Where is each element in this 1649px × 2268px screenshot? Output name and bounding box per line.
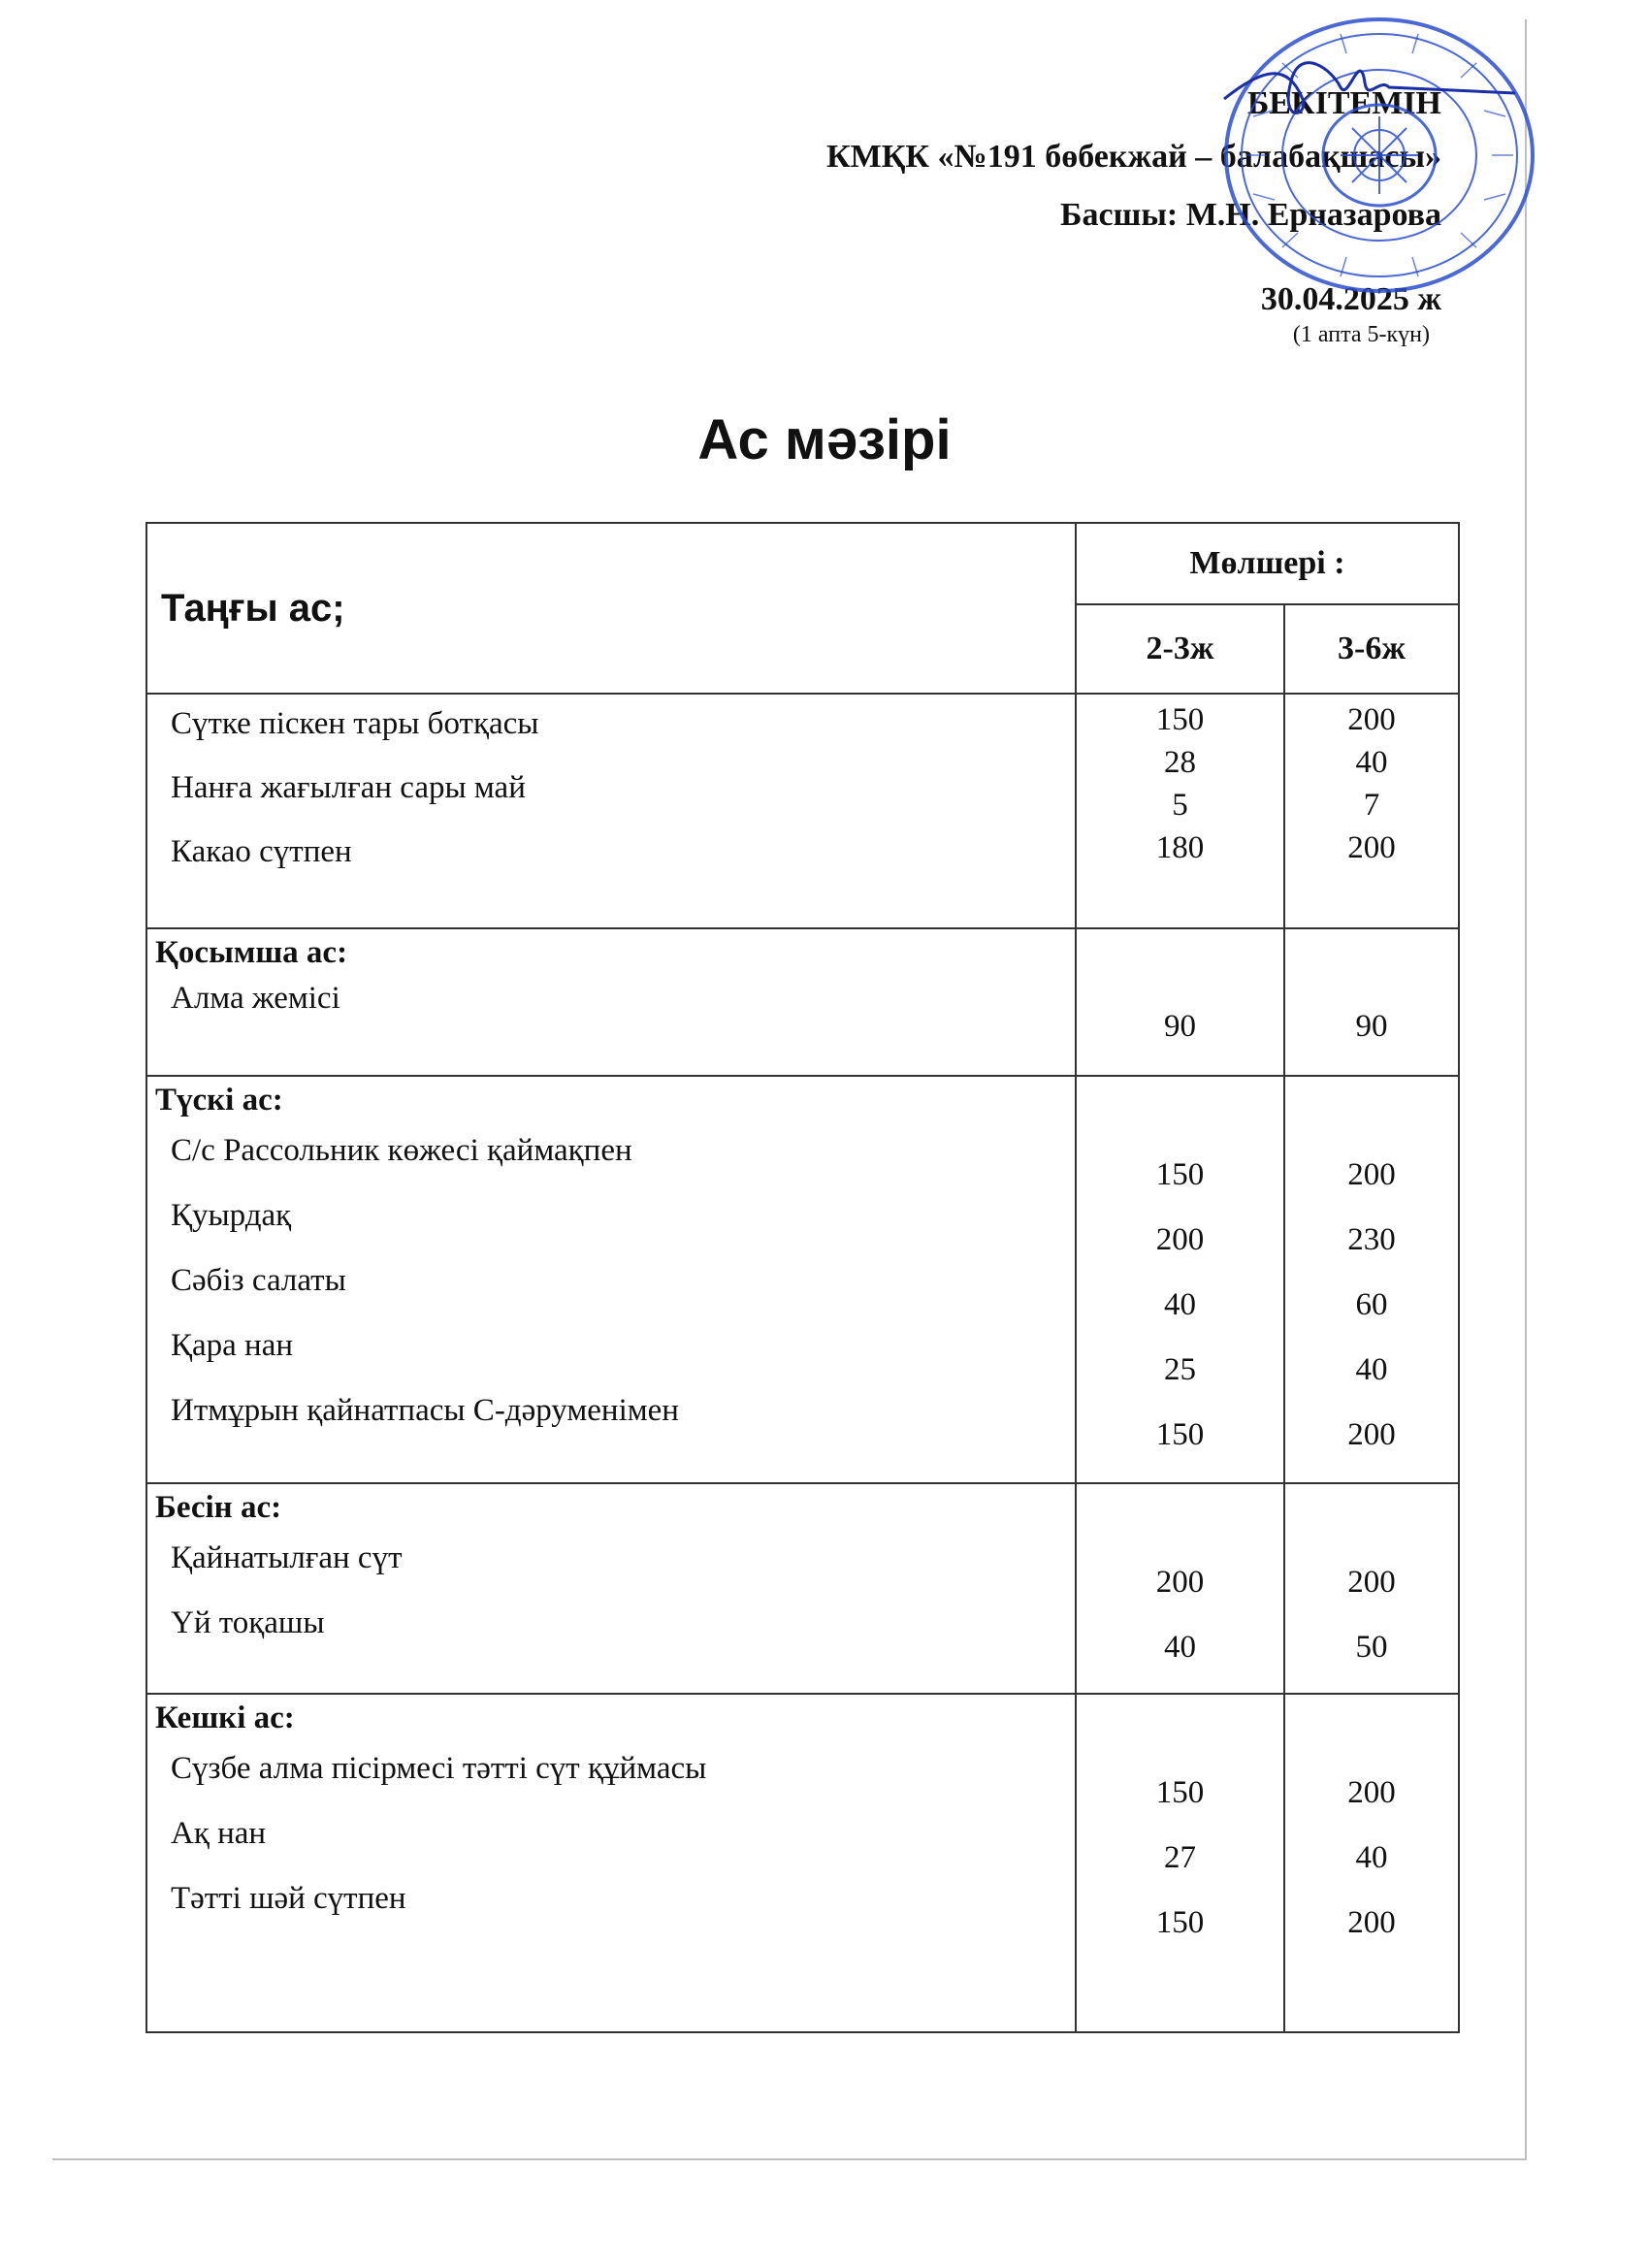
- dish-name: Итмұрын қайнатпасы С-дәруменімен: [171, 1393, 679, 1428]
- snack-portions-2-3: [1076, 928, 1284, 1076]
- portion-value: 28: [1164, 745, 1196, 780]
- portion-value: 40: [1355, 1840, 1388, 1875]
- age-group-2-3-header: 2-3ж: [1076, 604, 1284, 694]
- portion-value: 200: [1347, 1905, 1396, 1940]
- portion-value: 150: [1155, 702, 1205, 737]
- portion-value: 50: [1355, 1630, 1388, 1665]
- dish-name: Алма жемісі: [171, 981, 340, 1016]
- table-row: [146, 694, 1459, 928]
- dish-name: Қара нан: [171, 1328, 294, 1363]
- section-title: Бесін ас:: [155, 1490, 282, 1525]
- lunch-portions-3-6: [1284, 1076, 1459, 1483]
- table-row: [146, 928, 1459, 1076]
- dish-name: Нанға жағылған сары май: [171, 770, 526, 805]
- snack-portions-3-6: [1284, 928, 1459, 1076]
- portion-value: 150: [1155, 1905, 1205, 1940]
- portion-value: 27: [1164, 1840, 1196, 1875]
- dish-name: Үй тоқашы: [171, 1605, 325, 1640]
- dish-name: Сәбіз салаты: [171, 1263, 346, 1298]
- dish-name: Какао сүтпен: [171, 834, 352, 869]
- dish-name: Тәтті шәй сүтпен: [171, 1881, 406, 1916]
- dinner-portions-2-3: [1076, 1694, 1284, 2032]
- dish-name: Қайнатылған сүт: [171, 1540, 403, 1575]
- portion-value: 150: [1155, 1157, 1205, 1192]
- dinner-items: [146, 1694, 1076, 2032]
- portion-value: 180: [1155, 830, 1205, 865]
- portion-value: 40: [1164, 1287, 1196, 1322]
- portion-value: 200: [1347, 702, 1396, 737]
- breakfast-header: Таңғы ас;: [146, 523, 1076, 694]
- lunch-items: [146, 1076, 1076, 1483]
- dinner-portions-3-6: [1284, 1694, 1459, 2032]
- afternoon-snack-portions-3-6: [1284, 1483, 1459, 1694]
- official-stamp: [1195, 10, 1544, 320]
- portion-value: 40: [1355, 745, 1388, 780]
- portion-value: 200: [1347, 1775, 1396, 1810]
- approval-heading: БЕКІТЕМІН: [1246, 85, 1441, 121]
- snack-items: [146, 928, 1076, 1076]
- afternoon-snack-portions-2-3: [1076, 1483, 1284, 1694]
- organization-name: КМҚК «№191 бөбекжай – балабақшасы»: [826, 138, 1441, 175]
- table-row: [146, 1483, 1459, 1694]
- age-group-3-6-header: 3-6ж: [1284, 604, 1459, 694]
- portion-value: 5: [1172, 788, 1188, 823]
- portion-value: 200: [1155, 1565, 1205, 1600]
- table-row: [146, 1694, 1459, 2032]
- portion-value: 150: [1155, 1417, 1205, 1452]
- portion-value: 200: [1347, 1157, 1396, 1192]
- breakfast-items: [146, 694, 1076, 928]
- section-title: Түскі ас:: [155, 1083, 283, 1118]
- portion-value: 200: [1155, 1222, 1205, 1257]
- breakfast-portions-3-6: [1284, 694, 1459, 928]
- dish-name: Ақ нан: [171, 1816, 267, 1851]
- section-title: Кешкі ас:: [155, 1701, 295, 1735]
- portion-value: 60: [1355, 1287, 1388, 1322]
- dish-name: Сүтке піскен тары ботқасы: [171, 706, 539, 741]
- dish-name: С/с Рассольник көжесі қаймақпен: [171, 1133, 632, 1168]
- page-title: Ас мәзірі: [697, 408, 952, 471]
- afternoon-snack-items: [146, 1483, 1076, 1694]
- dish-name: Сүзбе алма пісірмесі тәтті сүт құймасы: [171, 1751, 707, 1786]
- portion-value: 7: [1363, 788, 1380, 823]
- lunch-portions-2-3: [1076, 1076, 1284, 1483]
- portion-value: 40: [1164, 1630, 1196, 1665]
- portion-value: 150: [1155, 1775, 1205, 1810]
- portion-value: 200: [1347, 1565, 1396, 1600]
- portion-value: 230: [1347, 1222, 1396, 1257]
- portion-value: 90: [1164, 1009, 1196, 1044]
- table-row: [146, 1076, 1459, 1483]
- section-title: Қосымша ас:: [155, 935, 348, 970]
- portion-value: 200: [1347, 1417, 1396, 1452]
- week-day-note: (1 апта 5-күн): [1292, 322, 1430, 347]
- menu-date: 30.04.2025 ж: [1260, 280, 1441, 317]
- portion-value: 40: [1355, 1352, 1388, 1387]
- portion-value: 90: [1355, 1009, 1388, 1044]
- director-name: Басшы: М.Н. Ерназарова: [1060, 197, 1441, 233]
- portion-value: 25: [1164, 1352, 1196, 1387]
- breakfast-portions-2-3: [1076, 694, 1284, 928]
- menu-table: [146, 522, 1460, 2033]
- portion-size-header: Мөлшері :: [1076, 523, 1459, 604]
- dish-name: Қуырдақ: [171, 1198, 292, 1233]
- portion-value: 200: [1347, 830, 1396, 865]
